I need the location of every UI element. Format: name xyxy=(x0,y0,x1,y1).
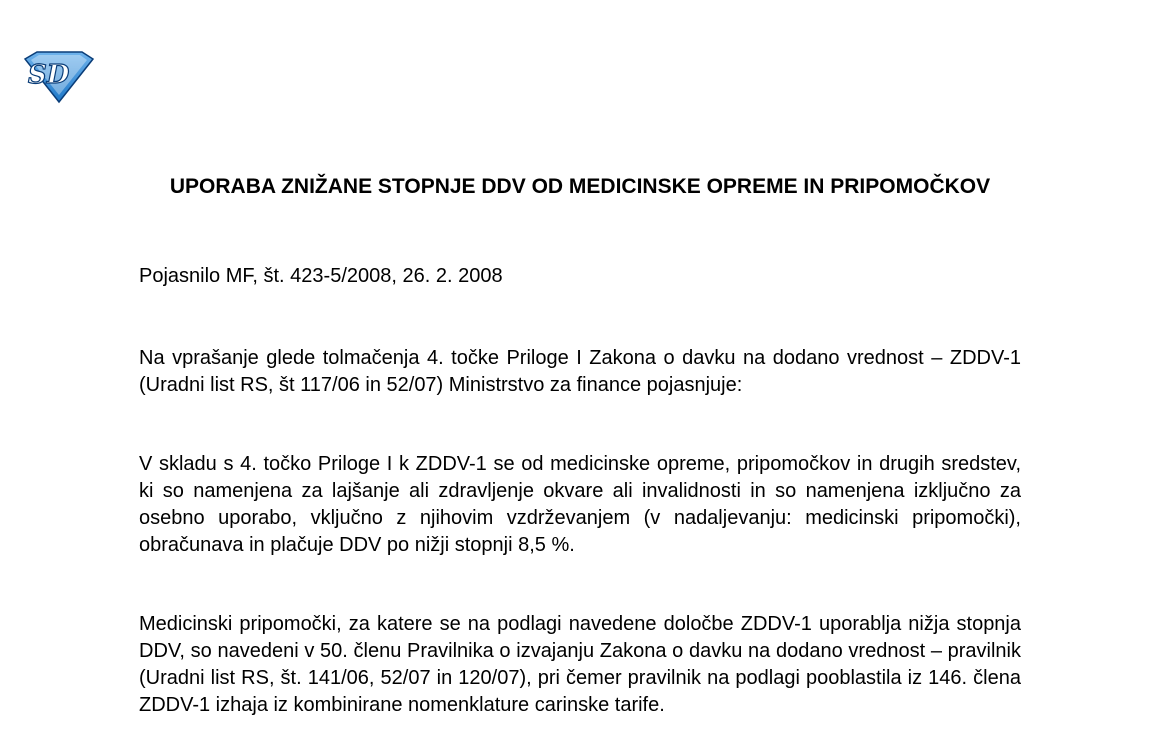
paragraph-devices-list: Medicinski pripomočki, za katere se na podlagi navedene določbe ZDDV-1 uporablja nižja stopnja DDV, so navedeni v 50. členu Pravilnika o izvajanju Zakona o davku na dodano vrednost – pravilnik (Uradni list RS, št. 141/06, 52/07 in 120/07), pri čemer pravilnik na podlagi pooblastila iz 146. člena ZDDV-1 izhaja iz kombinirane nomenklature carinske tarife. xyxy=(139,613,1021,716)
document-title: UPORABA ZNIŽANE STOPNJE DDV OD MEDICINSKE OPREME IN PRIPOMOČKOV xyxy=(169,175,991,198)
paragraph-vat-rate: V skladu s 4. točko Priloge I k ZDDV-1 se od medicinske opreme, pripomočkov in drugih sredstev, ki so namenjena za lajšanje ali zdravljenje okvare ali invalidnosti in so namenjena izključno za osebno uporabo, vključno z njihovim vzdrževanjem (v nadaljevanju: medicinski pripomočki), obračunava in plačuje DDV po nižji stopnji 8,5 %. xyxy=(139,453,1021,556)
logo-lettering: SD xyxy=(28,60,70,90)
paragraph-question: Na vprašanje glede tolmačenja 4. točke Priloge I Zakona o davku na dodano vrednost – ZDDV-1 (Uradni list RS, št 117/06 in 52/07) Ministrstvo za finance pojasnjuje: xyxy=(139,347,1021,396)
document-reference: Pojasnilo MF, št. 423-5/2008, 26. 2. 2008 xyxy=(139,265,503,287)
logo xyxy=(22,50,96,104)
